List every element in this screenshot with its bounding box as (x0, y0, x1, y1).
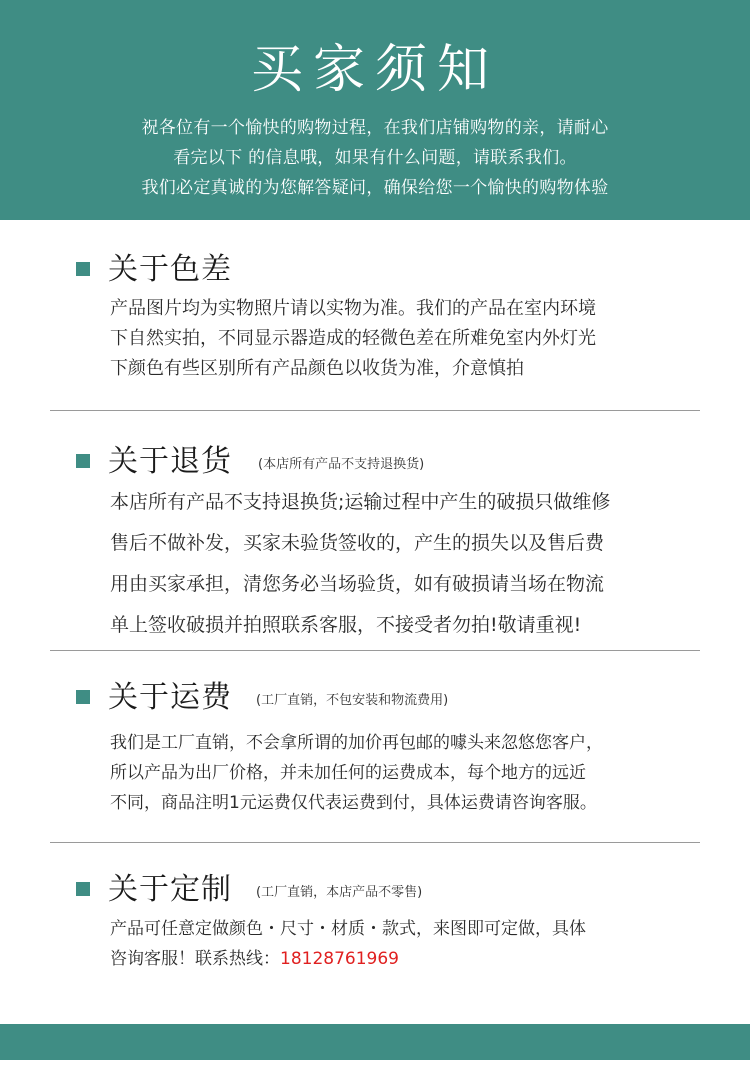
header-intro-line-2: 看完以下 的信息哦，如果有什么问题，请联系我们。 (173, 148, 577, 168)
section-body (110, 482, 692, 646)
section-shipping (72, 678, 692, 818)
hotline-number: 18128761969 (280, 949, 399, 969)
body-line: 产品可任意定做颜色・尺寸・材质・款式，来图即可定做，具体 (110, 919, 586, 939)
square-bullet-icon (76, 882, 90, 896)
header-intro-line-1: 祝各位有一个愉快的购物过程，在我们店铺购物的亲，请耐心 (141, 118, 609, 138)
body-line: 售后不做补发，买家未验货签收的，产生的损失以及售后费 (110, 532, 605, 554)
section-note: (工厂直销，本店产品不零售) (256, 885, 423, 900)
body-line: 所以产品为出厂价格，并未加任何的运费成本，每个地方的远近 (110, 763, 586, 783)
section-note: (本店所有产品不支持退换货) (258, 457, 425, 472)
square-bullet-icon (76, 454, 90, 468)
body-line: 下自然实拍，不同显示器造成的轻微色差在所难免室内外灯光 (110, 328, 596, 349)
square-bullet-icon (76, 262, 90, 276)
section-customization (72, 870, 692, 974)
body-line-contact (110, 944, 692, 974)
section-divider (50, 650, 700, 651)
section-title: 关于运费 (108, 680, 232, 715)
section-title: 关于定制 (108, 872, 232, 907)
footer-bar (0, 1024, 750, 1060)
section-title: 关于退货 (108, 444, 232, 479)
body-line: 不同，商品注明1元运费仅代表运费到付，具体运费请咨询客服。 (110, 793, 597, 813)
square-bullet-icon (76, 690, 90, 704)
section-body (110, 728, 692, 818)
section-title: 关于色差 (108, 252, 232, 287)
section-divider (50, 842, 700, 843)
section-heading (72, 678, 692, 722)
body-line: 产品图片均为实物照片请以实物为准。我们的产品在室内环境 (110, 298, 596, 319)
section-color-difference (72, 250, 692, 384)
body-line: 我们是工厂直销，不会拿所谓的加价再包邮的噱头来忽悠您客户， (110, 733, 603, 753)
body-line: 用由买家承担，清您务必当场验货，如有破损请当场在物流 (110, 573, 605, 595)
section-note: (工厂直销，不包安装和物流费用) (256, 693, 449, 708)
header-intro-line-3: 我们必定真诚的为您解答疑问，确保给您一个愉快的购物体验 (141, 178, 609, 198)
section-body (110, 914, 692, 974)
body-line: 下颜色有些区别所有产品颜色以收货为准，介意慎拍 (110, 358, 524, 379)
page-title: 买家须知 (250, 40, 499, 100)
section-body (110, 294, 692, 384)
body-line: 单上签收破损并拍照联系客服，不接受者勿拍!敬请重视! (110, 614, 582, 636)
section-divider (50, 410, 700, 411)
body-line: 本店所有产品不支持退换货;运输过程中产生的破损只做维修 (110, 491, 611, 513)
section-heading (72, 442, 692, 486)
header-banner (0, 0, 750, 220)
contact-prefix: 咨询客服！联系热线： (110, 949, 280, 969)
section-heading (72, 870, 692, 914)
section-returns (72, 442, 692, 646)
section-heading (72, 250, 692, 294)
